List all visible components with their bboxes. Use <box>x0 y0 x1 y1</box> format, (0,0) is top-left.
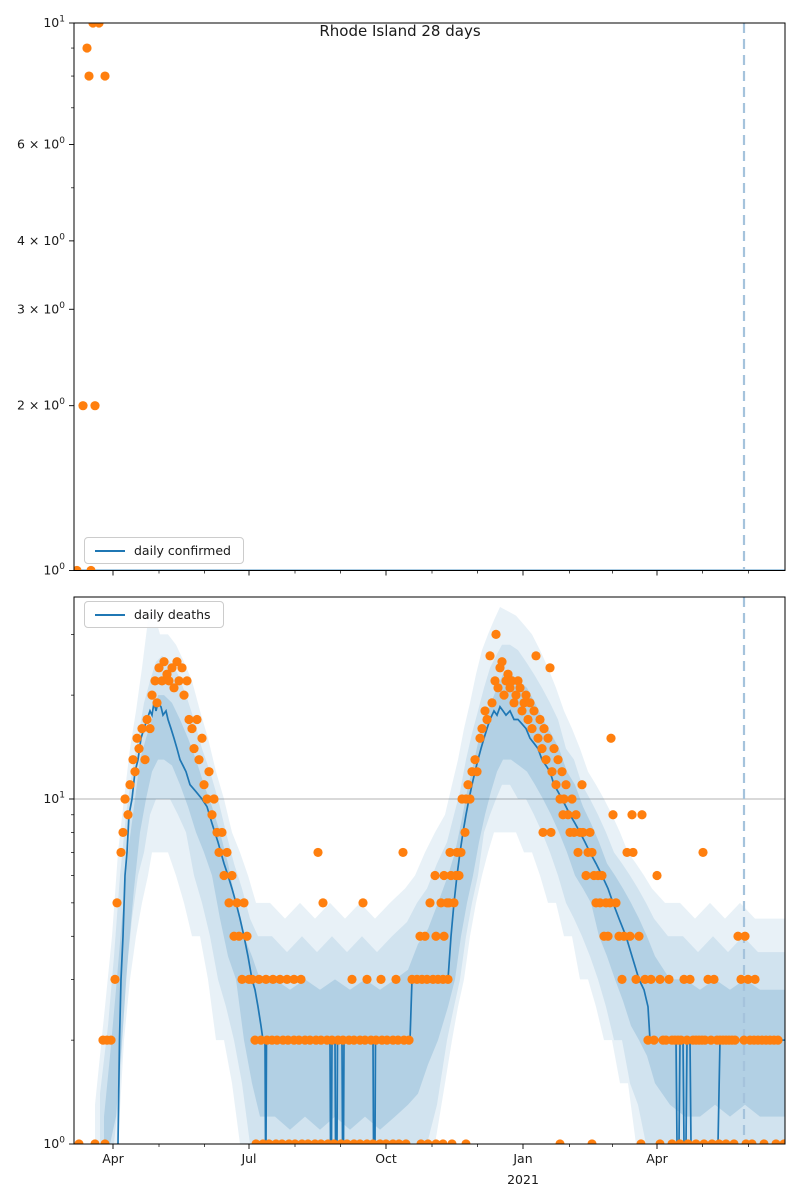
data-point <box>90 401 99 410</box>
data-point <box>571 810 580 819</box>
subplot-daily-deaths <box>43 597 788 1187</box>
data-point <box>116 848 125 857</box>
data-point <box>174 676 183 685</box>
data-point <box>430 871 439 880</box>
data-point <box>557 767 566 776</box>
data-point <box>541 755 550 764</box>
data-point <box>219 871 228 880</box>
data-point <box>199 780 208 789</box>
data-point <box>128 755 137 764</box>
data-point <box>628 848 637 857</box>
chart-title: Rhode Island 28 days <box>319 22 481 40</box>
data-point <box>159 657 168 666</box>
legend-line-sample <box>95 614 125 616</box>
data-point <box>82 43 91 52</box>
data-point <box>318 898 327 907</box>
data-point <box>529 706 538 715</box>
data-point <box>222 848 231 857</box>
data-point <box>204 767 213 776</box>
data-point <box>517 706 526 715</box>
data-point <box>525 698 534 707</box>
data-point <box>439 932 448 941</box>
x-tick-label: Jul <box>241 1151 257 1166</box>
data-point <box>227 871 236 880</box>
legend-daily-deaths <box>84 601 224 628</box>
data-point <box>184 715 193 724</box>
data-point <box>587 848 596 857</box>
legend-label: daily confirmed <box>134 543 231 558</box>
y-axis <box>43 634 74 1151</box>
data-point <box>84 71 93 80</box>
data-point <box>730 1036 739 1045</box>
data-point <box>112 898 121 907</box>
axes-frame <box>74 23 785 571</box>
data-point <box>242 932 251 941</box>
y-tick-label: $10^1$ <box>43 790 65 806</box>
subplot-daily-confirmed <box>17 15 785 578</box>
data-point <box>537 744 546 753</box>
data-point <box>547 767 556 776</box>
data-point <box>546 828 555 837</box>
data-point <box>189 744 198 753</box>
data-point <box>617 975 626 984</box>
data-point <box>431 932 440 941</box>
data-point <box>545 663 554 672</box>
data-point <box>475 734 484 743</box>
data-point <box>637 810 646 819</box>
data-point <box>140 755 149 764</box>
data-point <box>573 848 582 857</box>
data-point <box>482 715 491 724</box>
data-point <box>78 401 87 410</box>
data-point <box>539 724 548 733</box>
data-point <box>652 871 661 880</box>
data-point <box>454 871 463 880</box>
y-axis <box>17 15 74 578</box>
x-axis <box>102 1144 748 1187</box>
data-point <box>239 898 248 907</box>
y-tick-label: $10^0$ <box>43 1135 65 1151</box>
data-point <box>456 848 465 857</box>
data-point <box>499 691 508 700</box>
data-point <box>347 975 356 984</box>
data-point <box>649 1036 658 1045</box>
data-point <box>698 848 707 857</box>
data-point <box>197 734 206 743</box>
data-point <box>134 744 143 753</box>
data-point <box>398 848 407 857</box>
data-point <box>142 715 151 724</box>
data-point <box>152 698 161 707</box>
data-point <box>296 975 305 984</box>
x-axis <box>113 571 749 576</box>
data-point <box>194 755 203 764</box>
data-point <box>655 975 664 984</box>
data-point <box>634 932 643 941</box>
data-point <box>558 810 567 819</box>
data-point <box>179 691 188 700</box>
x-tick-label: Oct <box>375 1151 397 1166</box>
data-point <box>480 706 489 715</box>
data-point <box>125 780 134 789</box>
data-point <box>449 898 458 907</box>
y-tick-label: $10^1$ <box>43 14 65 30</box>
y-tick-label: $3 \times 10^0$ <box>16 300 65 317</box>
data-point <box>425 898 434 907</box>
data-point <box>750 975 759 984</box>
data-point <box>145 724 154 733</box>
x-tick-label: Apr <box>646 1151 668 1166</box>
data-point <box>106 1036 115 1045</box>
data-point <box>207 810 216 819</box>
data-point <box>646 975 655 984</box>
data-point <box>217 828 226 837</box>
data-point <box>470 755 479 764</box>
y-tick-label: $6 \times 10^0$ <box>16 135 65 152</box>
data-point <box>561 780 570 789</box>
data-point <box>177 663 186 672</box>
data-point <box>509 698 518 707</box>
data-point <box>120 794 129 803</box>
data-point <box>625 932 634 941</box>
data-point <box>559 794 568 803</box>
data-point <box>234 932 243 941</box>
data-point <box>627 810 636 819</box>
data-point <box>209 794 218 803</box>
data-point <box>527 724 536 733</box>
data-point <box>664 975 673 984</box>
legend-daily-confirmed <box>84 537 244 564</box>
data-point <box>420 932 429 941</box>
data-point <box>553 755 562 764</box>
data-point <box>608 810 617 819</box>
data-point <box>472 767 481 776</box>
data-point <box>465 794 474 803</box>
data-point <box>538 828 547 837</box>
y-tick-label: $2 \times 10^0$ <box>16 397 65 413</box>
year-label: 2021 <box>507 1172 539 1187</box>
data-point <box>130 767 139 776</box>
data-point <box>358 898 367 907</box>
data-point <box>224 898 233 907</box>
data-point <box>214 848 223 857</box>
data-point <box>147 691 156 700</box>
x-tick-label: Apr <box>102 1151 124 1166</box>
data-point <box>549 744 558 753</box>
data-point <box>523 715 532 724</box>
data-point <box>137 724 146 733</box>
data-point <box>187 724 196 733</box>
data-point <box>603 932 612 941</box>
data-point <box>611 898 620 907</box>
data-point <box>497 657 506 666</box>
data-point <box>477 724 486 733</box>
data-point <box>631 975 640 984</box>
data-point <box>376 975 385 984</box>
data-point <box>182 676 191 685</box>
data-point <box>110 975 119 984</box>
data-point <box>533 734 542 743</box>
data-point <box>485 651 494 660</box>
data-point <box>709 975 718 984</box>
data-point <box>543 734 552 743</box>
data-point <box>100 71 109 80</box>
data-point <box>551 780 560 789</box>
data-point <box>535 715 544 724</box>
data-point <box>404 1036 413 1045</box>
data-point <box>491 630 500 639</box>
data-point <box>463 780 472 789</box>
data-point <box>577 780 586 789</box>
data-point <box>773 1036 782 1045</box>
y-tick-label: $10^0$ <box>43 562 65 578</box>
data-point <box>515 683 524 692</box>
y-tick-label: $4 \times 10^0$ <box>16 232 65 248</box>
x-tick-label: Jan <box>513 1151 533 1166</box>
legend-label: daily deaths <box>134 607 211 622</box>
data-point <box>567 794 576 803</box>
data-point <box>531 651 540 660</box>
data-point <box>487 698 496 707</box>
data-point <box>118 828 127 837</box>
data-point <box>685 975 694 984</box>
data-point <box>313 848 322 857</box>
data-point <box>581 871 590 880</box>
data-point <box>460 828 469 837</box>
data-point <box>362 975 371 984</box>
data-point <box>493 683 502 692</box>
data-point <box>585 828 594 837</box>
data-point <box>391 975 400 984</box>
data-point <box>606 734 615 743</box>
data-point <box>443 975 452 984</box>
data-point <box>123 810 132 819</box>
data-point <box>132 734 141 743</box>
data-point <box>192 715 201 724</box>
legend-line-sample <box>95 550 125 552</box>
data-point <box>740 932 749 941</box>
data-point <box>597 871 606 880</box>
observed-points <box>72 18 109 575</box>
